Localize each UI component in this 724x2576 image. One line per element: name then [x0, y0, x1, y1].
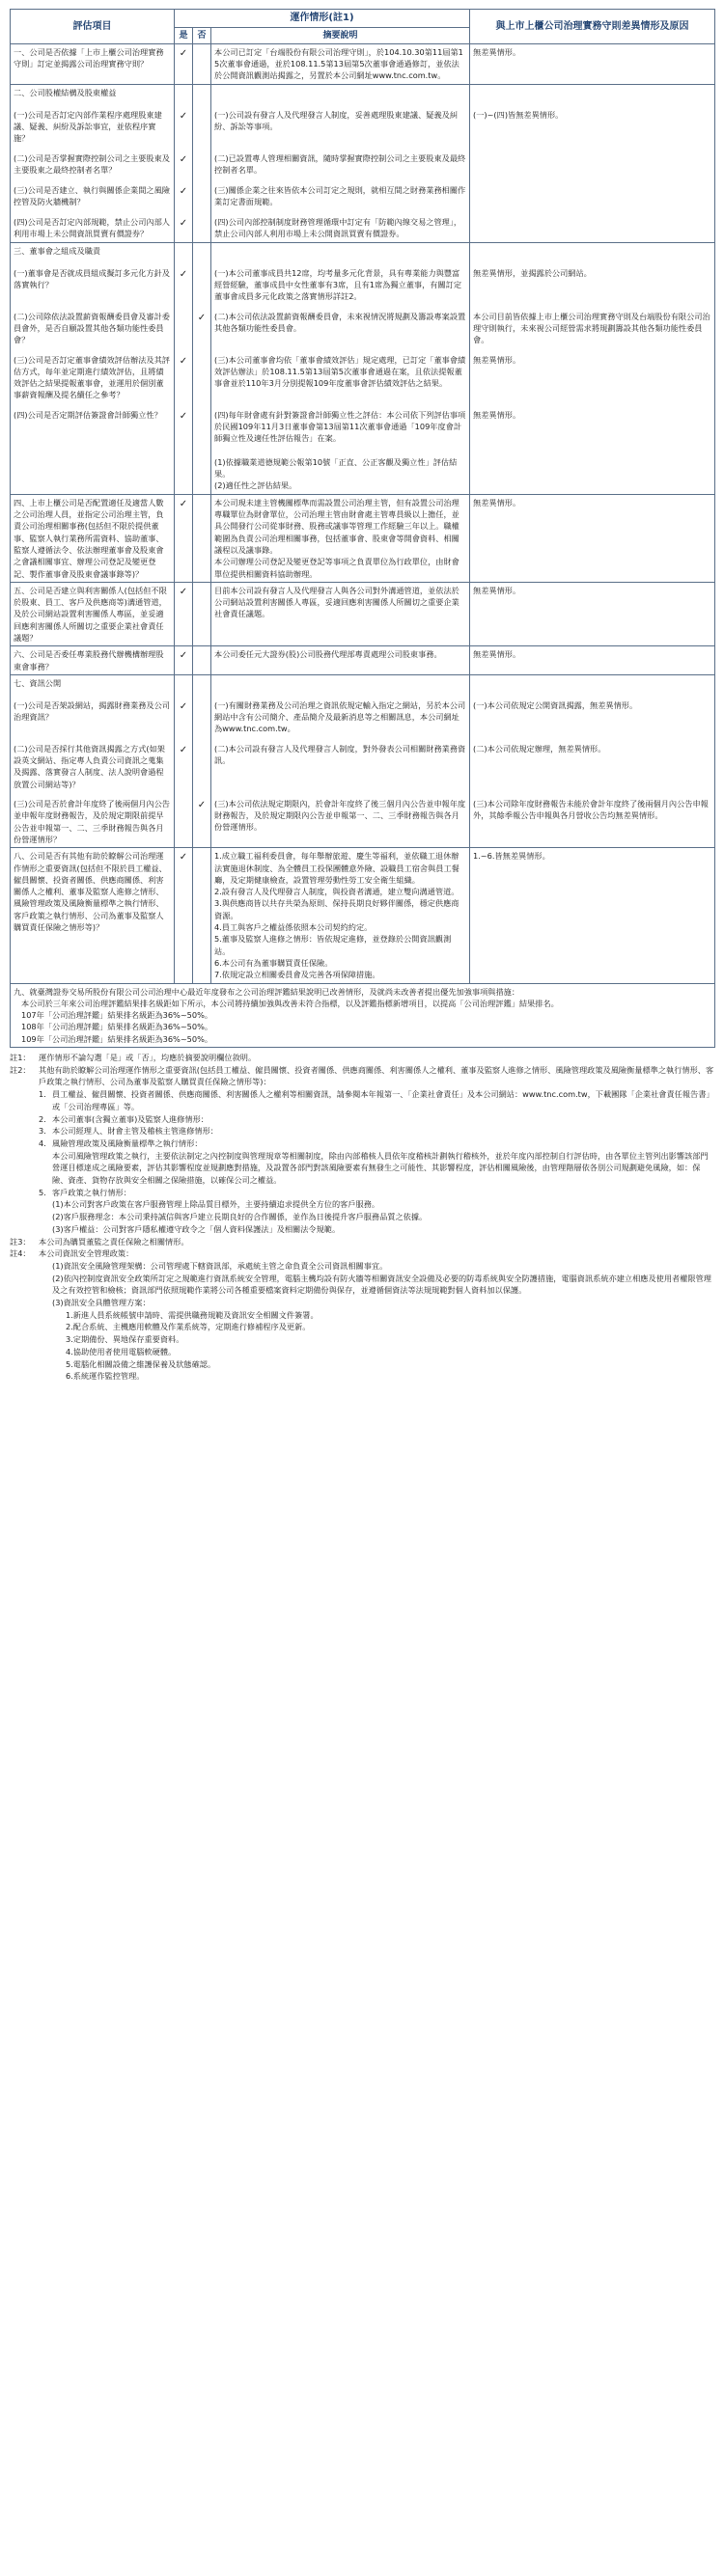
sub-check-yes — [178, 311, 189, 346]
note-1: 註1： 運作情形不論勾選「是」或「否」，均應於摘要說明欄位敘明。 — [10, 1053, 257, 1062]
sub-item: (四)公司是否訂定內部規範，禁止公司內部人利用市場上未公開資訊買賣有價證券？ — [14, 216, 170, 238]
sub-diff: 無差異情形，並揭露於公司網站。 — [473, 267, 592, 278]
sub-item: (一)公司是否訂定內部作業程序處理股東建議、疑義、糾紛及訴訟事宜，並依程序實施？ — [14, 109, 162, 144]
sub-diff — [473, 152, 711, 177]
diff-cell: 1.~6.皆無差異情形。 — [470, 848, 715, 983]
note-2-5-line: (1)本公司對客戶政策在客戶服務管理上除品質目標外，主要持續追求提供全方位的客戶服務。 — [52, 1199, 380, 1210]
note-4-line: (3)資訊安全具體管理方案： — [52, 1298, 151, 1308]
sub-summary: (四)公司內部控制制度財務管理循環中訂定有「防範內線交易之管理」，禁止公司內部人利用市場上未公開資訊買賣有價證券。 — [214, 216, 462, 238]
sub-check-yes: ✓ — [179, 410, 188, 422]
spacer — [473, 87, 711, 101]
evaluation-line: 本公司於三年來公司治理評鑑結果排名級距如下所示，本公司將持續加強與改善未符合指標，以及評鑑指標新增項目，以提高「公司治理評鑑」結果排名。 — [21, 998, 559, 1008]
check-no — [193, 674, 211, 847]
sub-check-yes: ✓ — [179, 744, 188, 755]
note-2-item — [10, 1125, 714, 1137]
diff-cell: 無差異情形。 — [470, 43, 715, 84]
diff-cell: 無差異情形。 — [470, 494, 715, 582]
summary-cell: 本公司已訂定「台端股份有限公司治理守則」，於104.10.30第11屆第15次董事會通過，並於108.11.5第13屆第5次董事會通過修訂，並依法於公開資訊觀測站揭露之，另置於本公司網址www.tnc.com.tw。 — [211, 43, 470, 84]
note-2-item-key: 1. — [39, 1089, 46, 1100]
sub-check-yes — [178, 798, 189, 845]
spacer — [178, 677, 189, 692]
check-yes — [175, 674, 193, 847]
header-no: 否 — [193, 27, 211, 43]
header-diff: 與上市上櫃公司治理實務守則差異情形及原因 — [470, 10, 715, 44]
header-status: 運作情形(註1) — [175, 10, 470, 28]
check-yes: ✓ — [175, 646, 193, 675]
sub-check-no — [196, 699, 208, 735]
note-2-5-line: (2)客戶服務理念：本公司秉持誠信與客戶建立長期良好的合作關係，並作為日後提升客戶服務品質之依據。 — [52, 1212, 428, 1222]
check-no — [193, 494, 211, 582]
sub-diff: 無差異情形。 — [473, 409, 521, 420]
evaluation-line: 九、就臺灣證券交易所股份有限公司公司治理中心最近年度發布之公司治理評鑑結果說明已改善情形，及就尚未改善者提出優先加強事項與措施： — [14, 986, 520, 997]
table-row — [11, 983, 715, 1047]
check-yes: ✓ — [175, 494, 193, 582]
item-cell — [11, 674, 175, 847]
sub-check-no — [196, 409, 208, 492]
evaluation-line: 108年「公司治理評鑑」結果排名級距為36%~50%。 — [21, 1022, 213, 1032]
header-summary: 摘要說明 — [211, 27, 470, 43]
sub-diff: 無差異情形。 — [473, 354, 521, 365]
sub-summary: (一)公司設有發言人及代理發言人制度，妥善處理股東建議、疑義及糾紛、訴訟等事項。 — [214, 109, 459, 131]
sub-check-no: ✓ — [197, 799, 207, 810]
spacer — [178, 245, 189, 260]
table-row — [11, 242, 715, 494]
note-2-item-text: 客戶政策之執行情形： — [52, 1187, 131, 1197]
summary-cell — [211, 242, 470, 494]
header-item: 評估項目 — [11, 10, 175, 44]
summary-cell: 本公司委任元大證券(股)公司股務代理部專責處理公司股東事務。 — [211, 646, 470, 675]
summary-cell — [211, 84, 470, 242]
sub-item: (三)公司是否訂定董事會績效評估辦法及其評估方式，每年並定期進行績效評估，且將績效評估之結果提報董事會，並運用於個別董事薪資報酬及提名續任之參考？ — [14, 354, 170, 400]
note-2-5-line: (3)客戶權益：公司對客戶隱私權遵守政令之「個人資料保護法」及相關法令規範。 — [52, 1223, 341, 1234]
note-2-item — [10, 1137, 714, 1150]
item-cell: 四、上市上櫃公司是否配置適任及適當人數之公司治理人員，並指定公司治理主管，負責公司治理相關事務(包括但不限於提供董事、監察人執行業務所需資料、協助董事、監察人遵循法令、依法辦理董事會及股東會之會議相關事宜、辦理公司登記及變更登記、製作董事會及股東會議事錄等)？ — [11, 494, 175, 582]
check-no — [193, 646, 211, 675]
note-2-item-key: 5. — [39, 1187, 46, 1197]
note-4-subitems — [10, 1260, 714, 1309]
check-no — [193, 84, 211, 242]
note-2-item — [10, 1187, 714, 1199]
sub-diff: (二)本公司依規定辦理，無差異情形。 — [473, 743, 606, 754]
sub-item: (一)董事會是否就成員組成擬訂多元化方針及落實執行？ — [14, 267, 170, 289]
item-cell — [11, 242, 175, 494]
sub-summary: (三)本公司董事會均依「董事會績效評估」規定處理，已訂定「董事會績效評估辦法」於108.11.5第13屆第5次董事會通過在案，且依法提報董事會並於110年3月分別提報109年度董事會評估績效評估之結果。 — [214, 354, 466, 389]
sub-diff: (三)本公司除年度財務報告未能於會計年度終了後兩個月內公告申報外，其餘季報公告申報與各月營收公告均無差異情形。 — [473, 798, 709, 821]
sub-check-yes: ✓ — [179, 700, 188, 712]
spacer — [214, 87, 466, 101]
note-2-item — [10, 1113, 714, 1126]
sub-item: (二)公司除依法設置薪資報酬委員會及審計委員會外，是否自願設置其他各類功能性委員會？ — [14, 311, 170, 345]
summary-cell: 目前本公司設有發言人及代理發言人與各公司對外溝通管道，並依法於公司網站設置利害關係人專區，妥適回應利害關係人所關切之重要企業社會責任議題。 — [211, 582, 470, 645]
table-row — [11, 674, 715, 847]
note-2: 註2： 其他有助於瞭解公司治理運作情形之重要資訊(包括員工權益、僱員關懷、投資者關係、供應商關係、利害關係人之權利、董事及監察人進修之情形、風險管理政策及風險衡量標準之執行情形、客戶政策之執行情形、公司為董事及監察人購買責任保險之情形等)： — [10, 1064, 714, 1087]
note-4: 註4： 本公司資訊安全管理政策： — [10, 1248, 134, 1259]
sub-item: (三)公司是否建立、執行與關係企業間之風險控管及防火牆機制？ — [14, 184, 170, 206]
item-cell: 八、公司是否有其他有助於瞭解公司治理運作情形之重要資訊(包括但不限於員工權益、僱員關懷、投資者關係、供應商關係、利害關係人之權利、董事及監察人進修之情形、風險管理政策及風險衡量標準之執行情形、客戶政策之執行情形、公司為董事及監察人購買責任保險之情形等)？ — [11, 848, 175, 983]
sub-check-no — [196, 109, 208, 145]
sub-check-yes: ✓ — [179, 153, 188, 165]
evaluation-result-cell — [11, 983, 715, 1047]
evaluation-line: 109年「公司治理評鑑」結果排名級距為36%~50%。 — [21, 1033, 213, 1044]
table-row — [11, 494, 715, 582]
diff-cell — [470, 84, 715, 242]
diff-cell: 無差異情形。 — [470, 582, 715, 645]
note-4-3-line: 6.系統運作監控管理。 — [66, 1371, 145, 1382]
item-cell: 五、公司是否建立與利害關係人(包括但不限於股東、員工、客戶及供應商等)溝通管道，及於公司網站設置利害關係人專區，並妥適回應利害關係人所關切之重要企業社會責任議題？ — [11, 582, 175, 645]
sub-summary: (四)每年財會處有針對簽證會計師獨立性之評估：本公司依下列評估事項於民國109年11月3日董事會第13屆第11次董事會通過「109年度會計師獨立性及適任性評估報告」在案。 (1)依據職業道德規範公報第10號「正直、公正客觀及獨立性」評估結果。 (2)適任性之評估結果。 — [214, 409, 466, 491]
note-4-3-line: 5.電腦化相關設備之維護保養及狀態確認。 — [66, 1358, 216, 1369]
spacer — [196, 87, 208, 101]
table-row — [11, 582, 715, 645]
sub-diff: 本公司目前皆依據上市上櫃公司治理實務守則及台端股份有限公司治理守則執行，未來視公司經營需求將規劃籌設其他各類功能性委員會。 — [473, 311, 710, 345]
sub-summary: (一)有關財務業務及公司治理之資訊依規定輸入指定之網站，另於本公司網站中含有公司簡介、產品簡介及最新消息等之相關訊息，本公司網址為www.tnc.com.tw。 — [214, 699, 466, 734]
sub-item: (四)公司是否定期評估簽證會計師獨立性？ — [14, 409, 162, 420]
note-2-items — [10, 1088, 714, 1150]
note-4-3-line: 1.新進人員系統帳號申請時、需提供職務規範及資訊安全相關文件簽署。 — [66, 1309, 319, 1320]
notes — [10, 1052, 714, 1383]
sub-summary: (三)本公司依法規定期限內，於會計年度終了後三個月內公告並申報年度財務報告，及於規定期限內公告並申報第一、二、三季財務報告與各月份營運情形。 — [214, 798, 466, 833]
evaluation-line: 107年「公司治理評鑑」結果排名級距為36%~50%。 — [21, 1010, 213, 1021]
note-2-5-subitems — [10, 1198, 714, 1235]
sub-diff — [473, 184, 711, 208]
diff-cell: 無差異情形。 — [470, 646, 715, 675]
table-row — [11, 646, 715, 675]
note-4-line: (2)依內控制度資訊安全政策所訂定之規範進行資訊系統安全管理，電腦主機均設有防火牆等相關資訊安全設備及必要的防毒系統與安全防護措施，電腦資訊系統亦建立相應及使用者權限管理及之有效控管和檢核；資訊部門依照規範作業將公司各種重要檔案資料定期備份與保存，並遵循個資法等法規規範對個人資料加以保護。 — [52, 1273, 711, 1296]
header-yes: 是 — [175, 27, 193, 43]
note-2-4-text: 本公司風險管理政策之執行，主要依法制定之內控制度與管理規章等相關制度，除由內部稽核人員依年度稽核計劃執行稽核外，並於年度內部控制自行評估時，由各單位主管列出影響該部門營運目標達成之風險要素，評估其影響程度並規劃應對措施，及設置各部門對該風險要素有無發生之可能性、其影響程度，評估相關風險後，由管理階層依各別公司規劃避免風險，如：保險、資產、貨物存放與安全相關之保險措施，以確保公司之權益。 — [52, 1150, 709, 1186]
note-2-item-key: 4. — [39, 1137, 46, 1148]
sub-summary: (一)本公司董事成員共12席，均考量多元化背景，具有專業能力與豐富經營經驗，董事成員中女性董事有3席，且有1席為獨立董事，有關訂定董事會成員多元化政策之落實情形詳註2。 — [214, 267, 462, 302]
note-4-3-line: 2.配合系統、主機應用軟體及作業系統等，定期進行修補程序及更新。 — [66, 1322, 311, 1332]
section-title: 二、公司股權結構及股東權益 — [14, 87, 117, 97]
check-yes — [175, 242, 193, 494]
check-no — [193, 43, 211, 84]
spacer — [178, 87, 189, 101]
sub-check-no — [196, 152, 208, 177]
sub-item: (三)公司是否於會計年度終了後兩個月內公告並申報年度財務報告，及於規定期限前提早公告並申報第一、二、三季財務報告與各月份營運情形？ — [14, 799, 170, 844]
item-cell — [11, 84, 175, 242]
sub-check-no — [196, 216, 208, 240]
note-3: 註3： 本公司為購買董監之責任保險之相關情形。 — [10, 1236, 189, 1247]
sub-diff — [473, 216, 711, 240]
item-cell: 一、公司是否依據「上市上櫃公司治理實務守則」訂定並揭露公司治理實務守則？ — [11, 43, 175, 84]
sub-summary: (三)關係企業之往來皆依本公司訂定之規則，就相互間之財務業務相關作業訂定書面規範。 — [214, 184, 466, 206]
summary-cell: 本公司現未達主管機關標準而需設置公司治理主管，但有設置公司治理專職單位為財會單位，公司治理主管由財會處主管專員級以上擔任，並具公開發行公司從事財務、股務或議事等管理工作經驗三年以上。職權範圍為負責公司治理相關事務，包括董事會、股東會等開會資料、相關議程以及議事錄。 本公司辦理公司登記及變更登記等事項之負責單位為行政單位，由財會單位提供相關資料協助辦理。 — [211, 494, 470, 582]
sub-item: (二)公司是否採行其他資訊揭露之方式(如架設英文網站、指定專人負責公司資訊之蒐集及揭露、落實發言人制度、法人說明會過程放置公司網站等)？ — [14, 743, 165, 789]
section-title: 三、董事會之組成及職責 — [14, 245, 101, 256]
check-no — [193, 848, 211, 983]
check-yes: ✓ — [175, 848, 193, 983]
summary-cell: 1.成立職工福利委員會，每年舉辦旅遊、慶生等福利，並依職工退休辦法實施退休制度、為全體員工投保團體意外險、設職員工宿舍與員工餐廳，及定期健康檢查，設置管理勞動性勞工安全衛生組織。 2.設有發言人及代理發言人制度，與投資者溝通，建立雙向溝通管道。 3.與供應商皆以共存共榮為原則、保持長期良好夥伴關係，穩定供應商資源。 4.員工與客戶之權益係依照本公司契約約定。 5.董事及監察人進修之情形：皆依規定進修，並登錄於公開資訊觀測站。 6.本公司有為董事購買責任保險。 7.依規定設立相關委員會及完善各項保障措施。 — [211, 848, 470, 983]
sub-check-yes: ✓ — [179, 355, 188, 367]
sub-item: (一)公司是否架設網站，揭露財務業務及公司治理資訊？ — [14, 699, 170, 723]
note-2-item-text: 員工權益、僱員關懷、投資者關係、供應商關係、利害關係人之權利等相關資訊，請參閱本年報第一、「企業社會責任」及本公司網站：www.tnc.com.tw，下載團隊「企業社會責任報告書」或「公司治理專區」等。 — [52, 1089, 714, 1111]
table-body — [11, 43, 715, 1047]
sub-check-yes: ✓ — [179, 217, 188, 229]
sub-item: (二)公司是否掌握實際控制公司之主要股東及主要股東之最終控制者名單？ — [14, 152, 170, 175]
note-2-item — [10, 1088, 714, 1112]
sub-diff: (一)本公司依規定公開資訊揭露，無差異情形。 — [473, 699, 638, 710]
table-row — [11, 84, 715, 242]
sub-check-no — [196, 354, 208, 401]
note-2-item-text: 風險管理政策及風險衡量標準之執行情形： — [52, 1137, 203, 1148]
note-4-line: (1)資訊安全風險管理架構：公司管理處下轄資訊部，承處統主管之命負責全公司資訊相關事宜。 — [52, 1260, 388, 1271]
table-row — [11, 848, 715, 983]
spacer — [196, 245, 208, 260]
sub-summary: (二)本公司設有發言人及代理發言人制度，對外發表公司相關財務業務資訊。 — [214, 743, 466, 766]
sub-check-no: ✓ — [197, 312, 207, 323]
sub-summary: (二)已設置專人管理相關資訊，隨時掌握實際控制公司之主要股東及最終控制者名單。 — [214, 152, 466, 175]
sub-summary: (二)本公司依法設置薪資報酬委員會，未來視情況將規劃及籌設專案設置其他各類功能性委員會。 — [214, 311, 466, 333]
check-yes — [175, 84, 193, 242]
spacer — [473, 245, 711, 260]
note-2-item-text: 本公司董事(含獨立董事)及監察人進修情形： — [52, 1113, 209, 1124]
check-yes: ✓ — [175, 43, 193, 84]
sub-check-yes: ✓ — [179, 185, 188, 197]
sub-check-yes: ✓ — [179, 268, 188, 280]
sub-check-yes: ✓ — [179, 110, 188, 122]
diff-cell — [470, 674, 715, 847]
note-2-item-key: 2. — [39, 1113, 46, 1124]
item-cell: 六、公司是否委任專業股務代辦機構辦理股東會事務？ — [11, 646, 175, 675]
sub-check-no — [196, 184, 208, 208]
spacer — [214, 677, 466, 692]
sub-diff: (一)~(四)皆無差異情形。 — [473, 109, 564, 120]
section-title: 七、資訊公開 — [14, 677, 62, 688]
summary-cell — [211, 674, 470, 847]
check-no — [193, 242, 211, 494]
check-yes: ✓ — [175, 582, 193, 645]
sub-check-no — [196, 267, 208, 303]
diff-cell — [470, 242, 715, 494]
sub-check-no — [196, 743, 208, 790]
note-4-3-line: 3.定期備份、異地保存重要資料。 — [66, 1334, 184, 1345]
spacer — [196, 677, 208, 692]
note-2-item-key: 3. — [39, 1126, 46, 1137]
table-row — [11, 43, 715, 84]
spacer — [214, 245, 466, 260]
note-4-3-items — [10, 1309, 714, 1383]
note-2-item-text: 本公司經理人、財會主管及稽核主管進修情形： — [52, 1126, 218, 1137]
governance-table — [10, 9, 715, 1048]
check-no — [193, 582, 211, 645]
note-4-3-line: 4.協助使用者使用電腦軟硬體。 — [66, 1346, 177, 1357]
spacer — [473, 677, 711, 692]
note-2-items-2 — [10, 1187, 714, 1199]
